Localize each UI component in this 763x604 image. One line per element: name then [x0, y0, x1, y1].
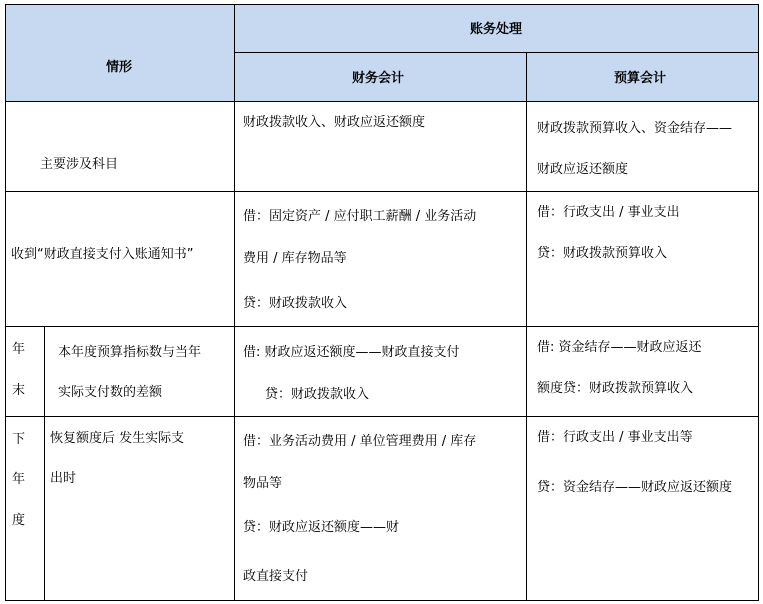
row3-financial-line: 贷：财政拨款收入 — [265, 387, 370, 402]
row2-budget-line: 贷：财政拨款预算收入 — [537, 246, 668, 261]
row4-group-char: 下 — [12, 432, 26, 447]
row4-group-char: 度 — [12, 513, 26, 528]
row2-label: 收到“财政直接支付入账通知书” — [11, 247, 194, 262]
row3-label-line: 实际支付数的差额 — [58, 385, 163, 400]
header-financial-accounting: 财务会计 — [352, 71, 405, 86]
header-situation-cell — [5, 4, 235, 102]
row1-financial-line: 财政拨款收入、财政应返还额度 — [243, 115, 426, 130]
row3-group-cell — [5, 326, 45, 417]
row4-financial-line: 物品等 — [243, 476, 283, 491]
row4-financial-line: 贷：财政应返还额度——财 — [243, 520, 400, 535]
row3-financial-cell — [234, 326, 527, 417]
header-budget-accounting: 预算会计 — [614, 71, 667, 86]
row2-financial-line: 借：固定资产 / 应付职工薪酬 / 业务活动 — [243, 209, 477, 224]
row2-budget-line: 借：行政支出 / 事业支出 — [537, 205, 680, 220]
row1-budget-line: 财政应返还额度 — [537, 162, 629, 177]
row3-label-cell — [44, 326, 235, 417]
row2-financial-line: 贷：财政拨款收入 — [243, 296, 348, 311]
header-accounting-treatment: 账务处理 — [470, 22, 523, 37]
row4-budget-line: 贷：资金结存——财政应返还额度 — [537, 480, 733, 495]
row3-budget-line: 额度贷：财政拨款预算收入 — [537, 381, 694, 396]
row3-budget-line: 借: 资金结存——财政应返还 — [537, 340, 702, 355]
row4-label-line: 恢复额度后 发生实际支 — [50, 431, 185, 446]
row3-label-line: 本年度预算指标数与当年 — [58, 345, 202, 360]
row1-label-cell — [5, 101, 235, 192]
row3-group-char: 末 — [12, 383, 26, 398]
row1-budget-line: 财政拨款预算收入、资金结存—— — [537, 121, 733, 136]
row3-group-char: 年 — [12, 342, 26, 357]
header-situation: 情形 — [106, 60, 133, 75]
row1-budget-cell — [526, 101, 759, 192]
row2-financial-line: 费用 / 库存物品等 — [243, 251, 347, 266]
row1-label: 主要涉及科目 — [40, 157, 119, 172]
row4-group-char: 年 — [12, 472, 26, 487]
row4-label-line: 出时 — [50, 471, 77, 486]
row4-financial-line: 借：业务活动费用 / 单位管理费用 / 库存 — [243, 434, 477, 449]
row3-financial-line: 借: 财政应返还额度——财政直接支付 — [243, 345, 460, 360]
row4-budget-line: 借：行政支出 / 事业支出等 — [537, 430, 693, 445]
row4-financial-line: 政直接支付 — [243, 569, 309, 584]
